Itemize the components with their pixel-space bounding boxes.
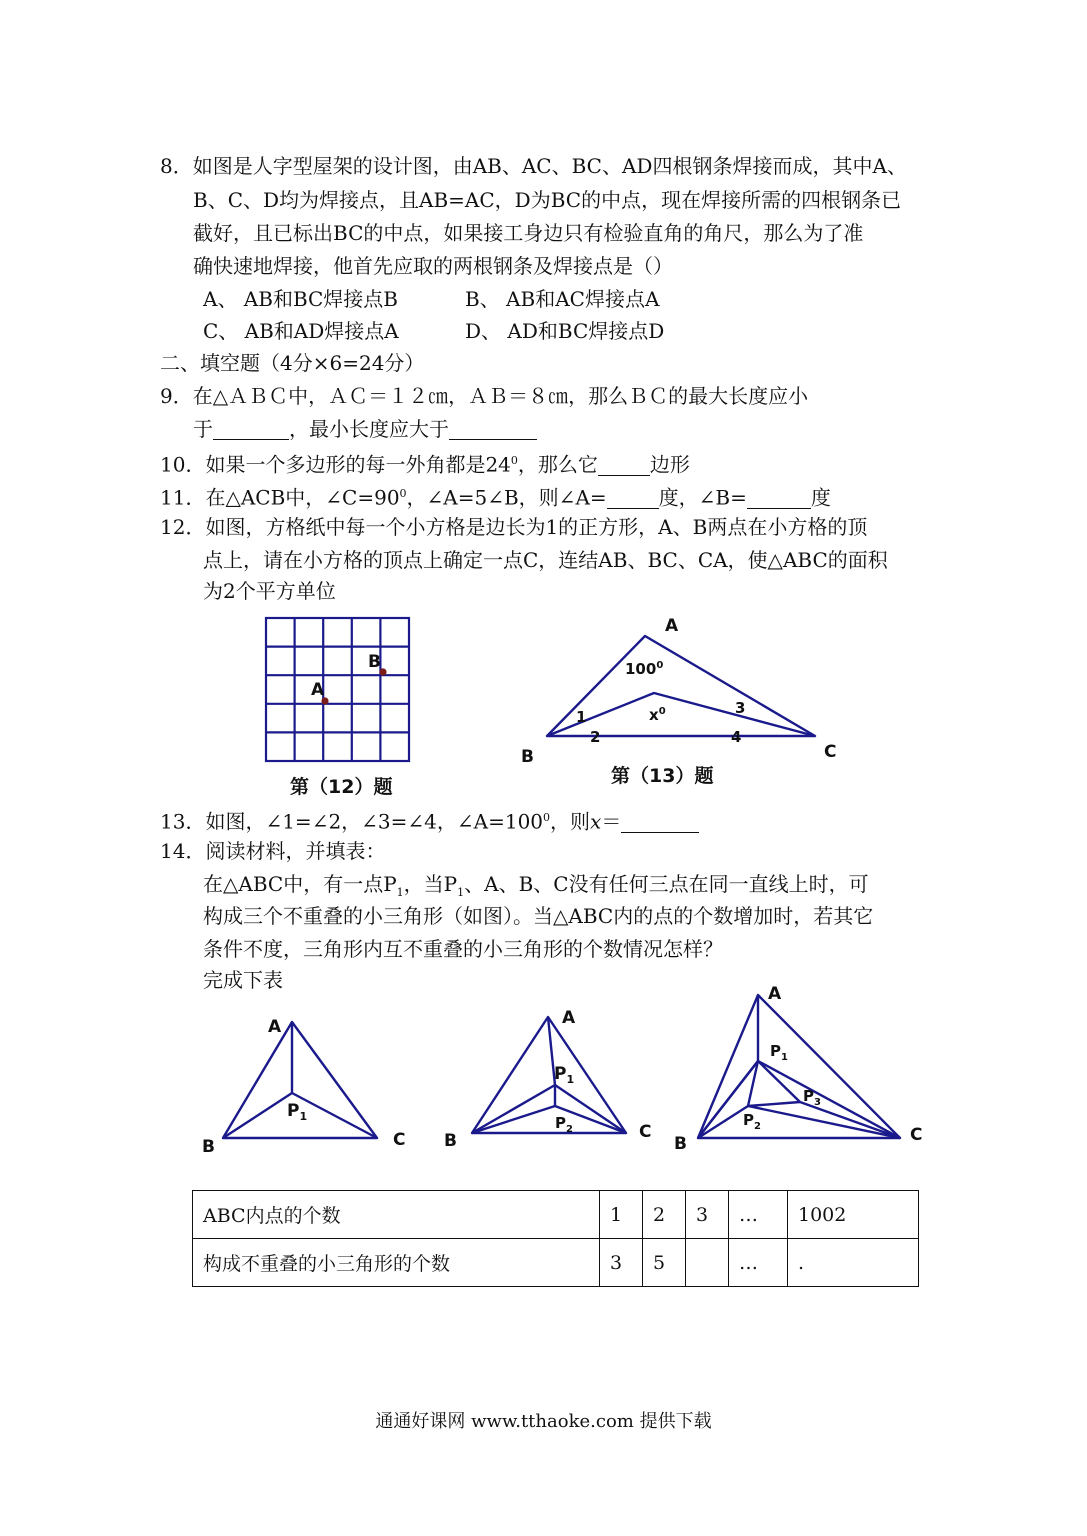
q14-text-c: 、A、B、C没有任何三点在同一直线上时，可 xyxy=(464,872,869,896)
label-b: B xyxy=(202,1137,215,1157)
angle-x-label: $x^0$ xyxy=(649,706,666,724)
table-cell: 3 xyxy=(600,1239,643,1287)
table-cell: … xyxy=(729,1191,788,1239)
grid-lines xyxy=(266,618,409,761)
q9-text-b: ，最小长度应大于 xyxy=(289,417,449,441)
figure-12-grid xyxy=(250,610,440,805)
q10-blank[interactable] xyxy=(598,453,650,476)
section-heading: 二、填空题（4分×6=24分） xyxy=(160,351,425,375)
label-c: C xyxy=(639,1122,652,1142)
q13-line xyxy=(160,803,699,833)
q14-line1: 14．阅读材料，并填表： xyxy=(160,839,386,863)
label-p1: $P_1$ xyxy=(287,1101,308,1123)
q14-line4: 条件不度，三角形内互不重叠的小三角形的个数情况怎样？ xyxy=(203,937,723,961)
triangle-figure-3 xyxy=(670,980,932,1160)
table-cell: 1 xyxy=(600,1191,643,1239)
q14-line5: 完成下表 xyxy=(203,968,283,992)
table-cell: 2 xyxy=(643,1191,686,1239)
angle-a-label: $100^0$ xyxy=(625,660,664,678)
q14-line2 xyxy=(203,869,869,899)
q12-line1: 12．如图，方格纸中每一个小方格是边长为1的正方形，A、B两点在小方格的顶 xyxy=(160,515,868,539)
q10-text-b: ，那么它 xyxy=(517,452,598,477)
q14-line3: 构成三个不重叠的小三角形（如图）。当△ABC内的点的个数增加时，若其它 xyxy=(203,904,874,928)
table-cell: 5 xyxy=(643,1239,686,1287)
label-b: B xyxy=(444,1131,457,1151)
q10-degree-sup: 0 xyxy=(510,454,518,467)
label-c: C xyxy=(393,1130,406,1150)
q13-blank[interactable] xyxy=(621,810,699,833)
q8-line4: 确快速地焊接，他首先应取的两根钢条及焊接点是（） xyxy=(193,254,673,278)
q10-text-a: 10．如果一个多边形的每一外角都是24 xyxy=(160,452,511,477)
table-header-cell: ABC内点的个数 xyxy=(193,1191,600,1239)
q11-line xyxy=(160,479,831,509)
q8-line1: 8．如图是人字型屋架的设计图，由AB、AC、BC、AD四根钢条焊接而成，其中A、 xyxy=(160,154,907,178)
label-a: A xyxy=(311,680,325,700)
label-b: B xyxy=(521,747,534,767)
angle-4-label: 4 xyxy=(731,728,742,746)
q13-text-c: ＝ xyxy=(601,809,622,834)
label-a: A xyxy=(562,1008,576,1028)
label-c: C xyxy=(910,1125,923,1145)
q8-option-d: D、 AD和BC焊接点D xyxy=(465,319,665,343)
page-footer: 通通好课网 www.tthaoke.com 提供下载 xyxy=(375,1411,712,1432)
q13-text-a: 13．如图，∠1=∠2，∠3=∠4，∠A=100 xyxy=(160,809,544,834)
table-cell: … xyxy=(729,1239,788,1287)
q11-degree-sup: 0 xyxy=(399,487,407,500)
q13-var-x: x xyxy=(590,809,602,834)
label-p1: $P_1$ xyxy=(770,1042,788,1063)
q8-option-b: B、 AB和AC焊接点A xyxy=(465,287,660,311)
q9-blank-min[interactable] xyxy=(449,417,537,440)
figure-13-triangle xyxy=(515,605,855,790)
q9-blank-max[interactable] xyxy=(213,417,289,440)
q13-text-b: ，则 xyxy=(550,809,591,834)
table-row xyxy=(193,1191,919,1239)
q11-text-d: 度 xyxy=(810,485,831,510)
table-cell: 3 xyxy=(686,1191,729,1239)
q11-text-b: ，∠A=5∠B，则∠A= xyxy=(406,485,607,510)
q8-option-c: C、 AB和AD焊接点A xyxy=(203,319,399,343)
q12-line3: 为2个平方单位 xyxy=(203,579,336,603)
table-cell: 1002 xyxy=(788,1191,919,1239)
table-header-cell: 构成不重叠的小三角形的个数 xyxy=(193,1239,600,1287)
q14-text-a: 在△ABC中，有一点P xyxy=(203,872,397,896)
figure-12-caption: 第（12）题 xyxy=(290,776,393,798)
q11-blank-b[interactable] xyxy=(747,486,811,509)
label-p3: $P_3$ xyxy=(803,1087,821,1108)
q9-text-a: 于 xyxy=(193,417,213,441)
table-answer-cell[interactable]: . xyxy=(788,1239,919,1287)
q9-line1: 9．在△ＡＢＣ中，ＡＣ＝１２㎝，ＡＢ＝８㎝，那么ＢＣ的最大长度应小 xyxy=(160,384,809,408)
label-p2: $P_2$ xyxy=(555,1114,573,1135)
q10-text-c: 边形 xyxy=(649,452,690,477)
triangle-lines xyxy=(547,636,815,736)
q8-option-a: A、 AB和BC焊接点B xyxy=(203,287,399,311)
q8-line2: B、C、D均为焊接点，且AB=AC，D为BC的中点，现在焊接所需的四根钢条已 xyxy=(193,188,902,212)
label-c: C xyxy=(824,742,837,762)
q12-line2: 点上，请在小方格的顶点上确定一点C，连结AB、BC、CA，使△ABC的面积 xyxy=(203,548,888,572)
q11-text-a: 11．在△ACB中，∠C=90 xyxy=(160,485,400,510)
q14-sub-2: 1 xyxy=(457,886,465,899)
table-row xyxy=(193,1239,919,1287)
label-b: B xyxy=(368,652,381,672)
angle-1-label: 1 xyxy=(576,708,587,726)
angle-2-label: 2 xyxy=(590,728,601,746)
triangle-figure-1 xyxy=(195,1005,425,1165)
figure-13-caption: 第（13）题 xyxy=(611,765,714,787)
q11-text-c: 度，∠B= xyxy=(658,485,747,510)
label-a: A xyxy=(665,616,679,636)
q8-line3: 截好，且已标出BC的中点，如果接工身边只有检验直角的角尺，那么为了准 xyxy=(193,221,864,245)
angle-3-label: 3 xyxy=(735,699,746,717)
q14-sub-1: 1 xyxy=(396,886,404,899)
answer-table xyxy=(192,1190,919,1287)
label-b: B xyxy=(674,1134,687,1154)
triangle-figure-2 xyxy=(440,1005,665,1165)
table-answer-cell[interactable] xyxy=(686,1239,729,1287)
q13-degree-sup: 0 xyxy=(543,811,551,824)
label-p1: $P_1$ xyxy=(554,1064,575,1086)
label-a: A xyxy=(768,984,782,1004)
q9-line2 xyxy=(193,414,537,444)
label-a: A xyxy=(268,1017,282,1037)
label-p2: $P_2$ xyxy=(743,1111,761,1132)
q10-line xyxy=(160,446,690,476)
q14-text-b: ，当P xyxy=(403,872,458,896)
q11-blank-a[interactable] xyxy=(607,486,659,509)
